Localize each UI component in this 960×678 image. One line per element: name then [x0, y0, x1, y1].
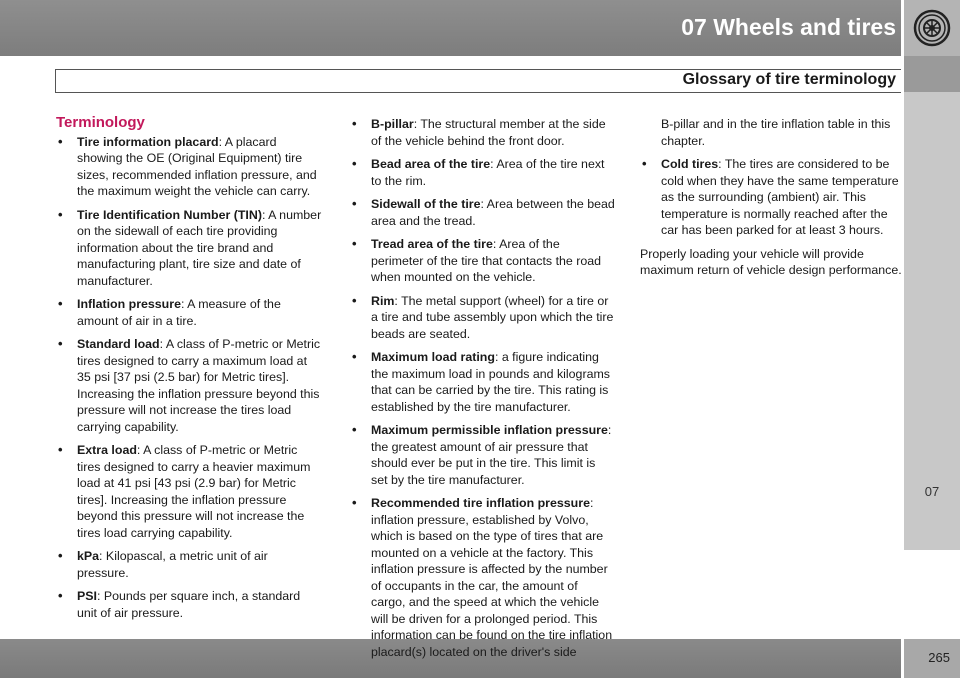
term-name: kPa — [77, 549, 100, 563]
term-name: Bead area of the tire — [371, 157, 491, 171]
page-number-box — [901, 639, 960, 678]
list-item — [56, 548, 322, 581]
term-name: B-pillar — [371, 117, 414, 131]
term-definition: : The structural member at the side of the vehicle behind the front door. — [371, 117, 606, 148]
body-paragraph: Properly loading your vehicle will provide maximum return of vehicle design performance. — [640, 246, 902, 277]
term-list-1 — [56, 134, 322, 622]
term-list-2 — [350, 116, 615, 660]
term-definition: : the greatest amount of air pressure that should ever be put in the tire. This limit is set by the tire manufacturer. — [371, 423, 612, 487]
term-name: Tire Identification Number (TIN) — [77, 207, 262, 222]
list-item — [350, 116, 615, 149]
term-name: Sidewall of the tire — [371, 197, 481, 211]
term-name: Tread area of the tire — [371, 237, 493, 251]
term-definition: : a figure indicating the maximum load in pounds and kilograms that can be carried by the tire. This rating is established by the tire manufacturer. — [371, 350, 610, 414]
list-item — [350, 422, 615, 488]
list-item — [350, 293, 615, 343]
term-definition: : Area of the perimeter of the tire that contacts the road when mounted on the vehicle. — [371, 237, 602, 284]
term-name: Inflation pressure — [77, 297, 181, 311]
column-2 — [350, 116, 615, 667]
term-name: Standard load — [77, 337, 160, 351]
term-definition: : Area between the bead area and the tread. — [371, 197, 615, 228]
term-list-3 — [640, 156, 906, 239]
term-name: Rim — [371, 293, 395, 308]
side-tab-label: 07 — [924, 484, 940, 499]
list-item — [640, 156, 906, 239]
term-definition: : A class of P-metric or Metric tires designed to carry a heavier maximum load at 41 psi [43 psi (2.9 bar) for Metric tires]. Increasing the inflation pressure beyond this pressure will not increase the tires load carrying capability. — [77, 443, 311, 540]
term-name: Recommended tire inflation pressure — [371, 496, 590, 510]
chapter-title: 07 Wheels and tires — [681, 14, 896, 40]
header-bar — [0, 0, 960, 56]
term-definition: : Area of the tire next to the rim. — [371, 157, 605, 188]
chapter-icon-box — [901, 0, 960, 56]
page-number: 265 — [928, 650, 950, 665]
chapter-side-tab[interactable] — [901, 92, 960, 550]
column-1 — [56, 115, 322, 628]
terminology-heading: Terminology — [56, 114, 145, 131]
term-name: Cold tires — [661, 157, 719, 171]
side-tab-top — [901, 56, 960, 92]
list-item — [56, 336, 322, 435]
section-title: Glossary of tire terminology — [682, 71, 896, 88]
list-item — [350, 349, 615, 415]
term-definition: : Kilopascal, a metric unit of air pressure. — [77, 549, 268, 580]
list-item — [350, 156, 615, 189]
term-definition: : inflation pressure, established by Volvo, which is based on the type of tires that are mounted on a vehicle at the factory. This inflation pressure is affected by the number of occupants in the car, the amount of cargo, and the speed at which the vehicle will be driven for a prolonged period. This information can be found on the tire inflation placard(s) located on the driver's side — [371, 496, 613, 659]
list-item — [350, 495, 615, 660]
section-title-bar — [55, 69, 905, 93]
list-item — [56, 588, 322, 621]
column-3 — [640, 116, 906, 279]
term-definition: : The tires are considered to be cold when they have the same temperature as the surrounding (ambient) air. This temperature is normally reached after the car has been parked for at least 3 hours. — [661, 157, 899, 237]
list-item — [56, 442, 322, 541]
term-definition: : A placard showing the OE (Original Equipment) tire sizes, recommended inflation pressure, and the maximum weight the vehicle can carry. — [77, 134, 317, 198]
term-name: Extra load — [77, 443, 137, 457]
term-name: Tire information placard — [77, 134, 219, 149]
term-name: Maximum permissible inflation pressure — [371, 423, 608, 437]
term-definition: : A measure of the amount of air in a tire. — [77, 297, 281, 328]
tire-wheel-icon — [913, 9, 951, 47]
term-definition: : The metal support (wheel) for a tire or a tire and tube assembly upon which the tire beads are seated. — [371, 293, 614, 341]
list-item — [350, 196, 615, 229]
list-item — [56, 296, 322, 329]
list-item — [56, 134, 322, 200]
list-item — [350, 236, 615, 286]
continued-text: B-pillar and in the tire inflation table in this chapter. — [661, 117, 891, 148]
term-definition: : A number on the sidewall of each tire providing information about the tire brand and manufacturing plant, tire size and date of manufacturer. — [77, 207, 322, 288]
list-item — [56, 207, 322, 290]
term-name: Maximum load rating — [371, 350, 495, 364]
term-name: PSI — [77, 589, 97, 603]
term-definition: : A class of P-metric or Metric tires designed to carry a maximum load at 35 psi [37 psi (2.5 bar) for Metric tires]. Increasing the inflation pressure beyond this pressure will not increase the tires load carrying capability. — [77, 337, 321, 434]
term-definition: : Pounds per square inch, a standard unit of air pressure. — [77, 589, 301, 620]
